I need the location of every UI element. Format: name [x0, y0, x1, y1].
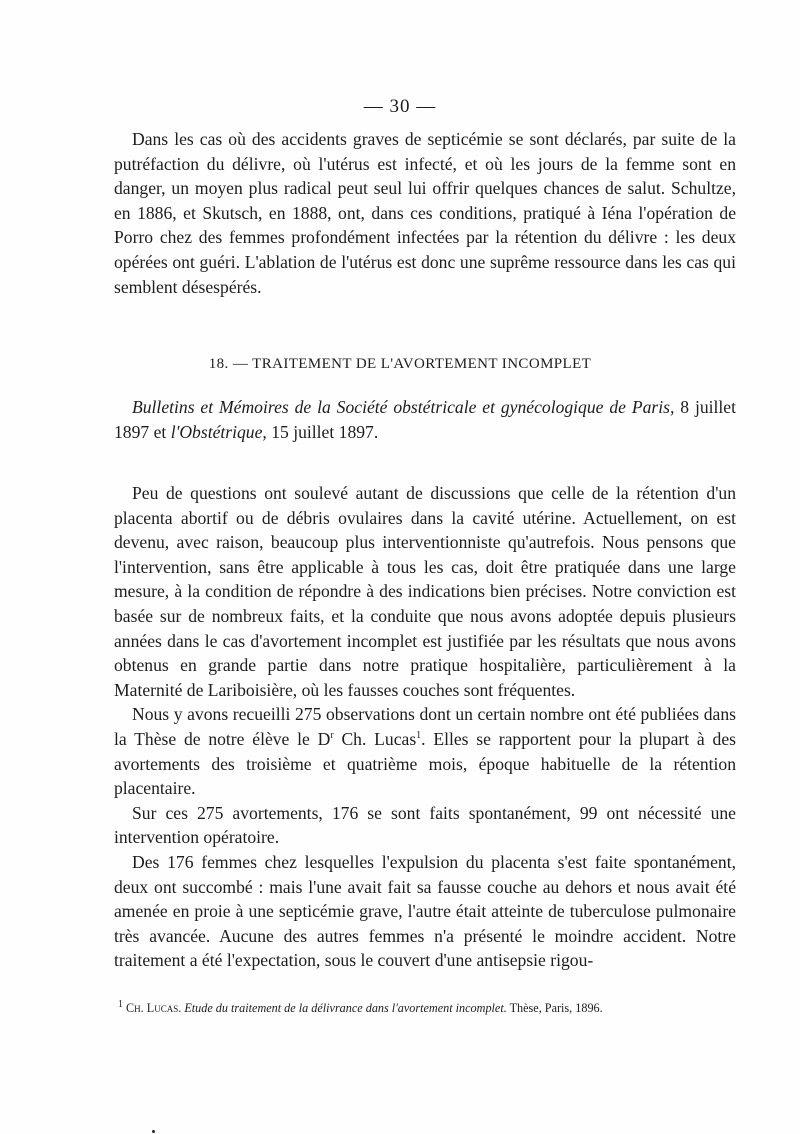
citation-journal2: l'Obstétrique,	[170, 422, 267, 442]
intro-paragraph: Dans les cas où des accidents graves de septicémie se sont déclarés, par suite de la putréfaction du délivre, où l'utérus est infecté, et où les jours de la femme sont en danger, un moyen plus radical peut seul lui offrir quelques chances de salut. Schultze, en 1886, et Skutsch, en 1888, ont, dans ces conditions, pratiqué à Iéna l'opération de Porro chez des femmes profondément infectées par la rétention du délivre : les deux opérées ont guéri. L'ablation de l'utérus est donc une suprême ressource dans les cas qui semblent désespérés.	[114, 129, 736, 297]
citation-date2: 15 juillet 1897.	[266, 422, 379, 442]
footnote-marker: 1	[118, 998, 123, 1010]
ink-speck	[152, 1130, 155, 1133]
citation-date1: 8 juillet 1897 et	[114, 397, 736, 442]
page-number: — 30 —	[363, 96, 437, 117]
intro-section	[114, 127, 736, 299]
footnote-rest: Thèse, Paris, 1896.	[509, 1001, 603, 1015]
body-paragraph-3: Sur ces 275 avortements, 176 se sont faits spontanément, 99 ont nécessité une intervention opératoire.	[114, 802, 736, 848]
body-paragraph-1: Peu de questions ont soulevé autant de discussions que celle de la rétention d'un placenta abortif ou de débris ovulaires dans la cavité utérine. Actuellement, on est devenu, avec raison, beaucoup plus interventionniste qu'autrefois. Nous pensons que l'intervention, sans être applicable à tous les cas, doit être pratiquée dans une large mesure, à la condition de répondre à des indications bien précises. Notre conviction est basée sur de nombreux faits, et la conduite que nous avons adoptée depuis plusieurs années dans le cas d'avortement incomplet est justifiée par les résultats que nous avons obtenus en grande partie dans notre pratique hospitalière, particulièrement à la Maternité de Lariboisière, où les fausses couches sont fréquentes.	[114, 483, 736, 700]
body-text	[114, 481, 736, 973]
footnote-title: Etude du traitement de la délivrance dans l'avortement incomplet.	[184, 1001, 507, 1015]
citation	[114, 395, 736, 445]
body-paragraph-2-c: . Elles se rapportent pour la plupart à des avortements des troisième et quatrième mois, époque habituelle de la rétention placentaire.	[114, 728, 736, 799]
citation-journal: Bulletins et Mémoires de la Société obstétricale et gynécologique de Paris,	[132, 397, 675, 417]
footnote-author: Ch. Lucas.	[126, 1001, 182, 1015]
body-paragraph-2-b: Ch. Lucas	[333, 728, 417, 749]
citation-text	[114, 395, 736, 445]
section-heading: 18. — TRAITEMENT DE L'AVORTEMENT INCOMPLET	[208, 356, 592, 372]
body-paragraph-2	[114, 702, 736, 800]
doctor-abbrev-sup: r	[330, 730, 334, 742]
body-paragraph-2-a: Nous y avons recueilli 275 observations dont un certain nombre ont été publiées dans la Thèse de notre élève le D	[114, 704, 736, 749]
footnote-reference[interactable]: 1	[416, 730, 422, 742]
body-paragraph-4: Des 176 femmes chez lesquelles l'expulsion du placenta s'est faite spontanément, deux ont succombé : mais l'une avait fait sa fausse couche au dehors et nous avait été amenée en proie à une septicémie grave, l'autre était atteinte de tuberculose pulmonaire très avancée. Aucune des autres femmes n'a présenté le moindre accident. Notre traitement a été l'expectation, sous le couvert d'une antisepsie rigou-	[114, 851, 736, 971]
footnote	[118, 1000, 738, 1016]
